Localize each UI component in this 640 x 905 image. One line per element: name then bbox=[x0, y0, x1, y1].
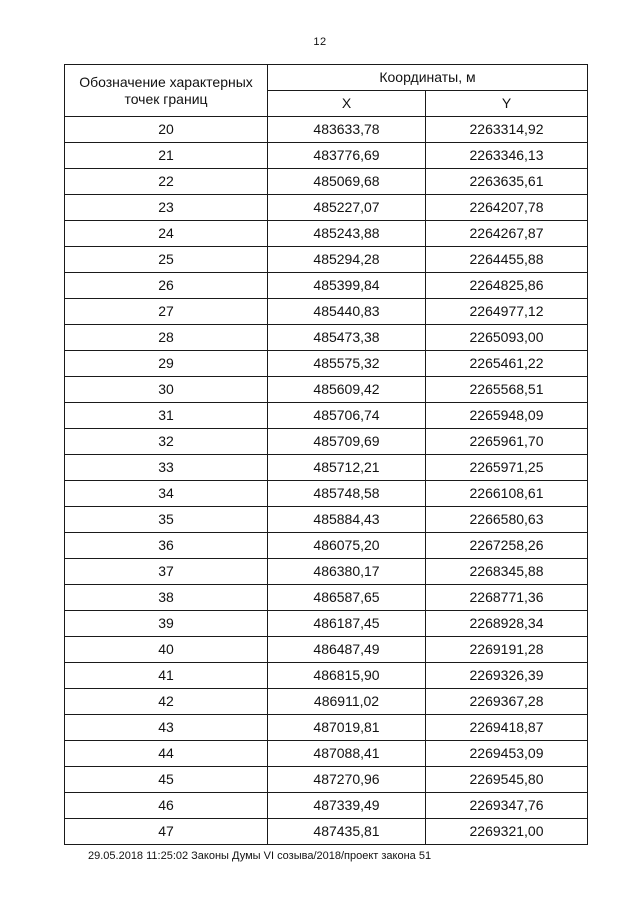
table-row bbox=[65, 611, 588, 637]
footer-text: 29.05.2018 11:25:02 Законы Думы VI созыва/2018/проект закона 51 bbox=[88, 850, 432, 862]
table-row bbox=[65, 663, 588, 689]
x-coordinate-cell: 483776,69 bbox=[268, 143, 426, 169]
point-number-cell: 45 bbox=[65, 767, 268, 793]
point-number-cell: 38 bbox=[65, 585, 268, 611]
x-coordinate-cell: 485294,28 bbox=[268, 247, 426, 273]
x-coordinate-cell: 485473,38 bbox=[268, 325, 426, 351]
point-number-cell: 46 bbox=[65, 793, 268, 819]
table-row bbox=[65, 559, 588, 585]
table-row bbox=[65, 481, 588, 507]
point-number-cell: 35 bbox=[65, 507, 268, 533]
table-row bbox=[65, 403, 588, 429]
point-number-cell: 29 bbox=[65, 351, 268, 377]
table-row bbox=[65, 221, 588, 247]
x-coordinate-cell: 487088,41 bbox=[268, 741, 426, 767]
x-coordinate-cell: 486487,49 bbox=[268, 637, 426, 663]
y-coordinate-cell: 2265568,51 bbox=[426, 377, 588, 403]
x-coordinate-cell: 485712,21 bbox=[268, 455, 426, 481]
table-row bbox=[65, 169, 588, 195]
point-number-cell: 41 bbox=[65, 663, 268, 689]
x-coordinate-cell: 485609,42 bbox=[268, 377, 426, 403]
x-coordinate-cell: 485399,84 bbox=[268, 273, 426, 299]
x-coordinate-cell: 485706,74 bbox=[268, 403, 426, 429]
y-coordinate-cell: 2265093,00 bbox=[426, 325, 588, 351]
point-number-cell: 24 bbox=[65, 221, 268, 247]
header-x: X bbox=[268, 91, 426, 117]
y-coordinate-cell: 2269367,28 bbox=[426, 689, 588, 715]
table-row bbox=[65, 741, 588, 767]
y-coordinate-cell: 2269347,76 bbox=[426, 793, 588, 819]
table-row bbox=[65, 455, 588, 481]
x-coordinate-cell: 485069,68 bbox=[268, 169, 426, 195]
y-coordinate-cell: 2269453,09 bbox=[426, 741, 588, 767]
x-coordinate-cell: 487435,81 bbox=[268, 819, 426, 845]
x-coordinate-cell: 485748,58 bbox=[268, 481, 426, 507]
y-coordinate-cell: 2264977,12 bbox=[426, 299, 588, 325]
x-coordinate-cell: 486911,02 bbox=[268, 689, 426, 715]
y-coordinate-cell: 2265961,70 bbox=[426, 429, 588, 455]
point-number-cell: 43 bbox=[65, 715, 268, 741]
y-coordinate-cell: 2268345,88 bbox=[426, 559, 588, 585]
y-coordinate-cell: 2269545,80 bbox=[426, 767, 588, 793]
y-coordinate-cell: 2269418,87 bbox=[426, 715, 588, 741]
point-number-cell: 40 bbox=[65, 637, 268, 663]
x-coordinate-cell: 487339,49 bbox=[268, 793, 426, 819]
header-y: Y bbox=[426, 91, 588, 117]
point-number-cell: 42 bbox=[65, 689, 268, 715]
table-row bbox=[65, 429, 588, 455]
table-row bbox=[65, 351, 588, 377]
point-number-cell: 26 bbox=[65, 273, 268, 299]
table-row bbox=[65, 507, 588, 533]
table-row bbox=[65, 325, 588, 351]
y-coordinate-cell: 2269321,00 bbox=[426, 819, 588, 845]
point-number-cell: 21 bbox=[65, 143, 268, 169]
x-coordinate-cell: 483633,78 bbox=[268, 117, 426, 143]
x-coordinate-cell: 486587,65 bbox=[268, 585, 426, 611]
y-coordinate-cell: 2264825,86 bbox=[426, 273, 588, 299]
y-coordinate-cell: 2263314,92 bbox=[426, 117, 588, 143]
point-number-cell: 32 bbox=[65, 429, 268, 455]
coordinates-table bbox=[64, 64, 588, 845]
x-coordinate-cell: 486380,17 bbox=[268, 559, 426, 585]
point-number-cell: 22 bbox=[65, 169, 268, 195]
point-number-cell: 44 bbox=[65, 741, 268, 767]
y-coordinate-cell: 2264455,88 bbox=[426, 247, 588, 273]
table-row bbox=[65, 117, 588, 143]
table-row bbox=[65, 689, 588, 715]
table-row bbox=[65, 585, 588, 611]
point-number-cell: 20 bbox=[65, 117, 268, 143]
header-points: Обозначение характерных точек границ bbox=[65, 65, 268, 117]
table-row bbox=[65, 377, 588, 403]
table-row bbox=[65, 247, 588, 273]
point-number-cell: 28 bbox=[65, 325, 268, 351]
y-coordinate-cell: 2269326,39 bbox=[426, 663, 588, 689]
point-number-cell: 47 bbox=[65, 819, 268, 845]
point-number-cell: 31 bbox=[65, 403, 268, 429]
y-coordinate-cell: 2264207,78 bbox=[426, 195, 588, 221]
table-row bbox=[65, 273, 588, 299]
x-coordinate-cell: 486187,45 bbox=[268, 611, 426, 637]
x-coordinate-cell: 486815,90 bbox=[268, 663, 426, 689]
y-coordinate-cell: 2263346,13 bbox=[426, 143, 588, 169]
page-number: 12 bbox=[313, 36, 327, 48]
table-row bbox=[65, 767, 588, 793]
point-number-cell: 37 bbox=[65, 559, 268, 585]
x-coordinate-cell: 485709,69 bbox=[268, 429, 426, 455]
point-number-cell: 30 bbox=[65, 377, 268, 403]
table-row bbox=[65, 299, 588, 325]
y-coordinate-cell: 2268928,34 bbox=[426, 611, 588, 637]
x-coordinate-cell: 487019,81 bbox=[268, 715, 426, 741]
table-header bbox=[65, 65, 588, 117]
x-coordinate-cell: 485884,43 bbox=[268, 507, 426, 533]
point-number-cell: 36 bbox=[65, 533, 268, 559]
y-coordinate-cell: 2265948,09 bbox=[426, 403, 588, 429]
x-coordinate-cell: 485243,88 bbox=[268, 221, 426, 247]
x-coordinate-cell: 487270,96 bbox=[268, 767, 426, 793]
header-coordinates: Координаты, м bbox=[268, 65, 588, 91]
point-number-cell: 34 bbox=[65, 481, 268, 507]
x-coordinate-cell: 485227,07 bbox=[268, 195, 426, 221]
point-number-cell: 25 bbox=[65, 247, 268, 273]
y-coordinate-cell: 2264267,87 bbox=[426, 221, 588, 247]
table-row bbox=[65, 819, 588, 845]
y-coordinate-cell: 2263635,61 bbox=[426, 169, 588, 195]
y-coordinate-cell: 2268771,36 bbox=[426, 585, 588, 611]
table-row bbox=[65, 637, 588, 663]
y-coordinate-cell: 2266108,61 bbox=[426, 481, 588, 507]
y-coordinate-cell: 2267258,26 bbox=[426, 533, 588, 559]
point-number-cell: 39 bbox=[65, 611, 268, 637]
x-coordinate-cell: 485575,32 bbox=[268, 351, 426, 377]
y-coordinate-cell: 2266580,63 bbox=[426, 507, 588, 533]
table-row bbox=[65, 715, 588, 741]
point-number-cell: 33 bbox=[65, 455, 268, 481]
point-number-cell: 23 bbox=[65, 195, 268, 221]
table-row bbox=[65, 533, 588, 559]
table-row bbox=[65, 793, 588, 819]
table-row bbox=[65, 195, 588, 221]
y-coordinate-cell: 2265971,25 bbox=[426, 455, 588, 481]
y-coordinate-cell: 2265461,22 bbox=[426, 351, 588, 377]
table-row bbox=[65, 143, 588, 169]
x-coordinate-cell: 486075,20 bbox=[268, 533, 426, 559]
y-coordinate-cell: 2269191,28 bbox=[426, 637, 588, 663]
x-coordinate-cell: 485440,83 bbox=[268, 299, 426, 325]
point-number-cell: 27 bbox=[65, 299, 268, 325]
table-body bbox=[65, 117, 588, 845]
